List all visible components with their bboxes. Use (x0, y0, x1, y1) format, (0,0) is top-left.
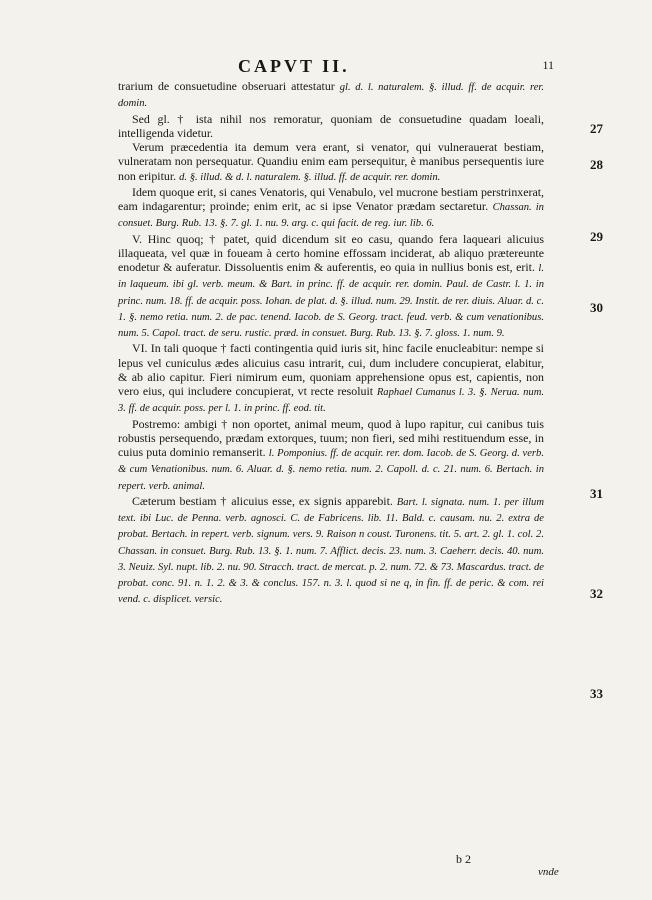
margin-number: 30 (590, 300, 603, 315)
paragraph-3 (118, 140, 544, 185)
paragraph-5 (118, 232, 544, 342)
margin-number: 27 (590, 121, 603, 136)
paragraph-text: VI. In tali quoque † facti contingentia quid iuris sit, hinc facile enucleabitur: nempe si lepus vel cuniculus ædes alicuius casu intrarit, cui, dum includere concupierat, elabitur, & ab alio capitur. Fieri nimirum eum, quoniam apprehensione opus est, capientis, non vero eius, qui includere concupierat, vt recte resoluit (118, 341, 544, 398)
margin-number: 29 (590, 229, 603, 244)
paragraph-6 (118, 341, 544, 416)
paragraph-text: V. Hinc quoq; † patet, quid dicendum sit eo casu, quando fera laqueari alicuius illaqueata, vel quæ in foueam à certo homine effossam inciderat, ab aliquo prætereunte enodetur & auferatur. Dissoluentis enim & auferentis, eo quia in nullius bonis est, erit. (118, 231, 544, 274)
paragraph-1 (118, 79, 544, 112)
citation: Raphael Cumanus l. 3. §. Nerua. num. 3. ff. de acquir. poss. per l. 1. in princ. ff. eod. tit. (118, 387, 544, 415)
paragraph-8 (118, 494, 544, 608)
paragraph-text: Idem quoque erit, si canes Venatoris, qui Venabulo, vel mucrone bestiam perstrinxerat, eam indagarentur; proinde; enim erit, ac si ipse Venator prædam sectaretur. (118, 184, 544, 213)
margin-number: 33 (590, 686, 603, 701)
citation: gl. d. l. naturalem. §. illud. ff. de acquir. rer. domin. (118, 82, 544, 110)
running-head (0, 56, 652, 76)
margin-number: 28 (590, 157, 603, 172)
paragraph-text: trarium de consuetudine obseruari attestatur (118, 79, 340, 93)
paragraph-2 (118, 112, 544, 141)
citation: l. Pomponius. ff. de acquir. rer. dom. Iacob. de S. Georg. d. verb. & cum Venationibus. num. 6. Aluar. d. §. nemo retia. num. 2. Capoll. d. c. 21. num. 6. Bertach. in repert. verb. animal. (118, 448, 544, 492)
paragraph-text: Sed gl. † ista nihil nos remoratur, quoniam de consuetudine quadam loeali, intelligenda videtur. (118, 111, 544, 140)
citation: Bart. l. signata. num. 1. per illum text. ibi Luc. de Penna. verb. agnosci. C. de Fabricens. lib. 11. Bald. c. causam. nu. 2. extra de probat. Bertach. in repert. verb. signum. vers. 9. Raison n coust. Turonens. tit. 5. art. 2. gl. 1. col. 2. Chassan. in consuet. Burg. Rub. 13. §. 1. num. 7. Afflict. decis. 23. num. 3. Caeherr. decis. 40. num. 3. Neuiz. Syl. nupt. lib. 2. nu. 90. Stracch. tract. de mercat. p. 2. num. 72. & 73. Mascardus. tract. de probat. conc. 91. n. 1. 2. & 3. & conclus. 157. n. 3. l. quod si ne q, in fin. ff. de peric. & com. rei vend. c. displicet. versic. (118, 496, 545, 606)
margin-number: 31 (590, 486, 603, 501)
paragraph-text: Postremo: ambigi † non oportet, animal meum, quod à lupo rapitur, cui canibus tuis robustis persequendo, prædam extorques, tuum; non fieri, sed mihi restituendum esse, in cuius puta dominio remanserit. (118, 416, 544, 459)
paragraph-7 (118, 417, 544, 494)
page-number: 11 (542, 58, 554, 72)
catchword: vnde (538, 866, 559, 878)
paragraph-text: Cæterum bestiam † alicuius esse, ex signis apparebit. (132, 493, 397, 508)
citation: l. in laqueum. ibi gl. verb. meum. & Bart. in princ. ff. de acquir. rer. domin. Paul. de Castr. l. 1. in princ. num. 18. ff. de acquir. poss. Iohan. de plat. d. §. illud. num. 29. Instit. de rer. diuis. Aluar. d. c. 1. §. nemo retia. num. 2. de pac. tenend. Iacob. de S. Georg. tract. feud. verb. & cum venationibus. num. 5. Capol. tract. de seru. rustic. præd. in consuet. Burg. Rub. 13. §. 7. gloss. 1. num. 9. (118, 263, 544, 339)
paragraph-4 (118, 185, 544, 232)
signature-mark: b 2 (456, 852, 471, 866)
citation: d. §. illud. & d. l. naturalem. §. illud. ff. de acquir. rer. domin. (179, 171, 441, 183)
citation: Chassan. in consuet. Burg. Rub. 13. §. 7. gl. 1. nu. 9. arg. c. qui facit. de reg. iur. lib. 6. (118, 202, 544, 230)
margin-number: 32 (590, 586, 603, 601)
text-body (118, 79, 544, 608)
chapter-title: CAPVT II. (238, 56, 350, 76)
paragraph-text: Verum præcedentia ita demum vera erant, si venator, qui vulnerauerat bestiam, vulneratam non persequatur. Quandiu enim eam persequitur, è manibus persequentis iure non eripitur. (118, 140, 544, 183)
